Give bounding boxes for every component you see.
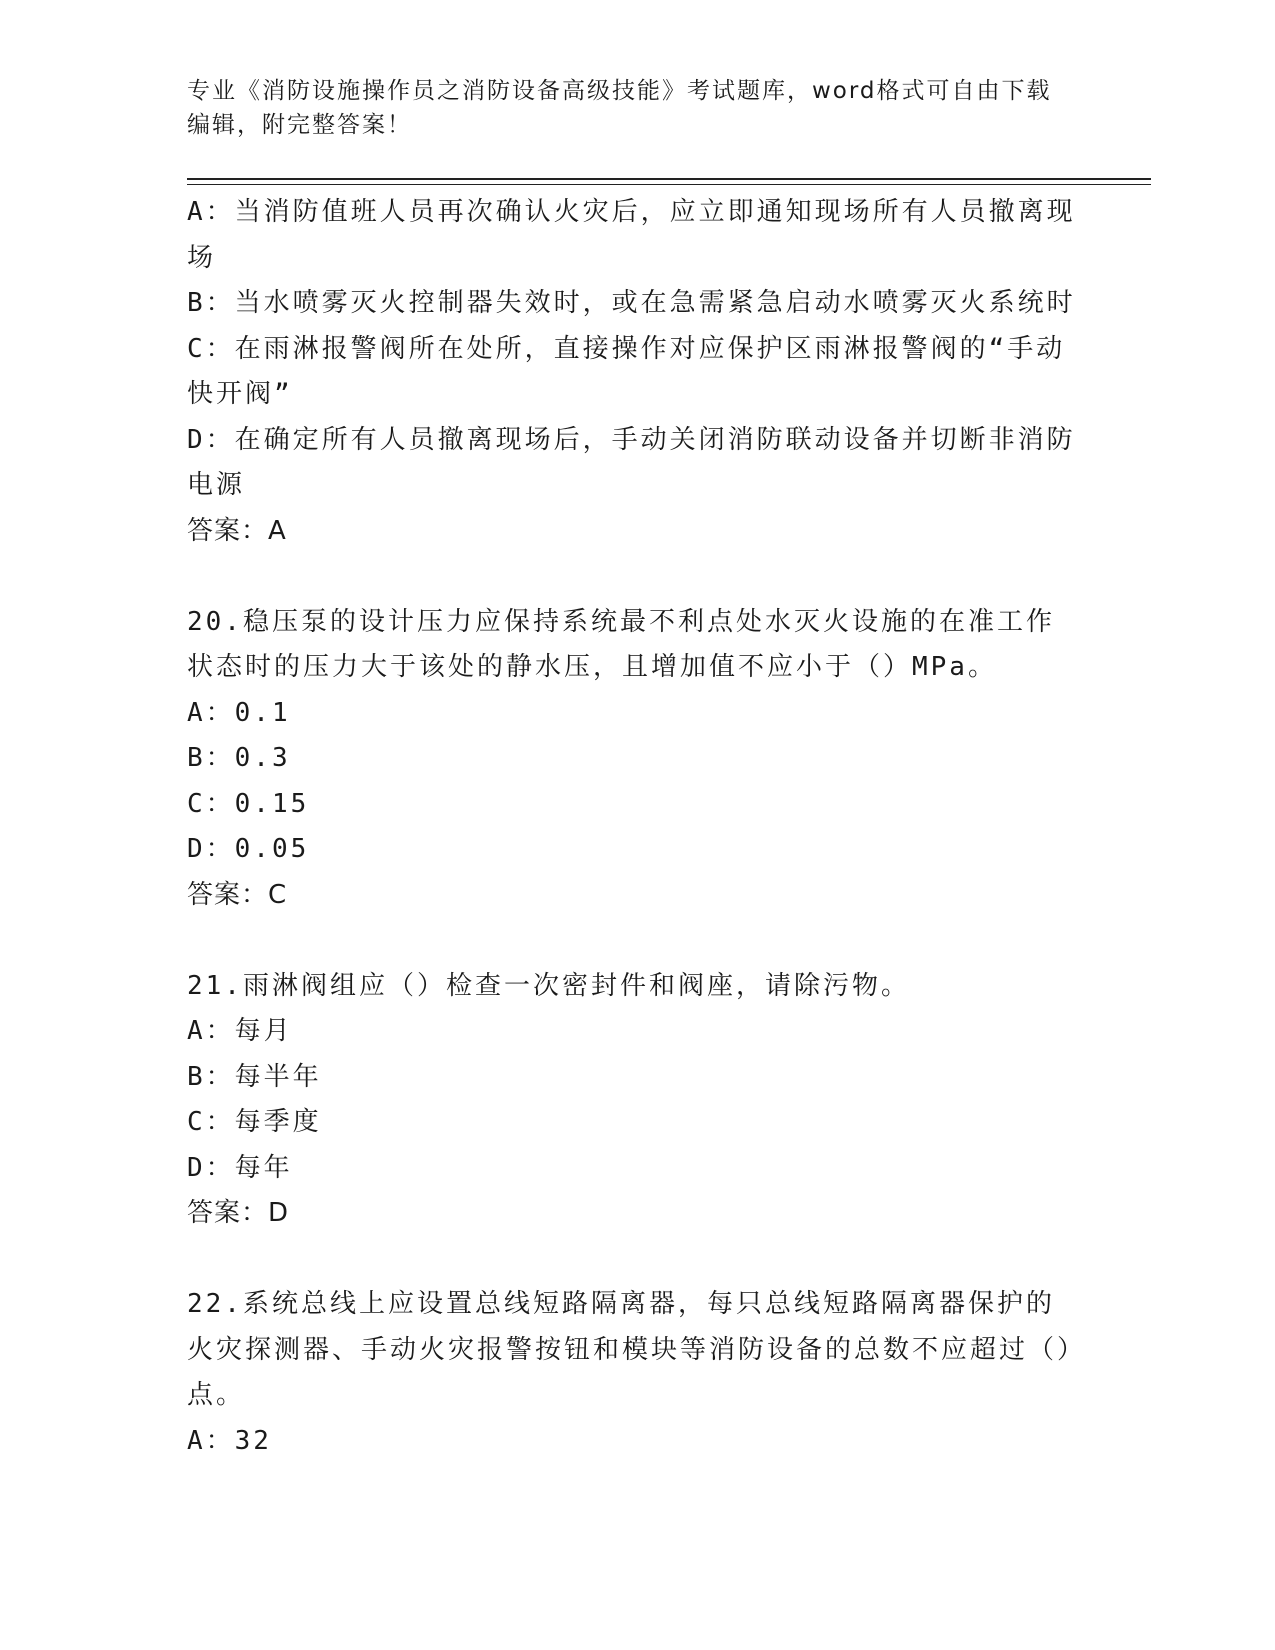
option-b: B：0.3 [187,743,291,773]
option-a: A：当消防值班人员再次确认火灾后，应立即通知现场所有人员撤离现场 [187,197,1076,273]
option-a: A：每月 [187,1016,293,1046]
question-20 [187,600,1077,919]
option-c: C：每季度 [187,1107,322,1137]
document-body [187,190,1077,1464]
option-b: B：当水喷雾灭火控制器失效时，或在急需紧急启动水喷雾灭火系统时 [187,288,1076,318]
question-21 [187,964,1077,1237]
option-d: D：每年 [187,1152,293,1183]
option-d: D：在确定所有人员撤离现场后，手动关闭消防联动设备并切断非消防电源 [187,424,1076,500]
option-a: A：32 [187,1425,272,1456]
answer-line: 答案：C [187,879,288,910]
question-22 [187,1282,1077,1464]
option-d: D：0.05 [187,834,310,864]
answer-line: 答案：A [187,515,287,546]
question-text: 20.稳压泵的设计压力应保持系统最不利点处水灭火设施的在准工作状态时的压力大于该处的静水压，且增加值不应小于（）MPa。 [187,606,1055,682]
document-header: 专业《消防设施操作员之消防设备高级技能》考试题库，word格式可自由下载编辑，附完整答案！ [187,78,1052,138]
option-c: C：0.15 [187,788,310,819]
question-19-continued [187,190,1077,554]
answer-line: 答案：D [187,1198,290,1228]
header-rule-thick [187,178,1151,180]
option-c: C：在雨淋报警阀所在处所，直接操作对应保护区雨淋报警阀的“手动快开阀” [187,333,1066,409]
option-a: A：0.1 [187,697,291,728]
header-rule-thin [187,184,1151,185]
question-text: 21.雨淋阀组应（）检查一次密封件和阀座，请除污物。 [187,970,910,1001]
question-text: 22.系统总线上应设置总线短路隔离器，每只总线短路隔离器保护的火灾探测器、手动火灾报警按钮和模块等消防设备的总数不应超过（）点。 [187,1289,1074,1410]
option-b: B：每半年 [187,1061,322,1092]
